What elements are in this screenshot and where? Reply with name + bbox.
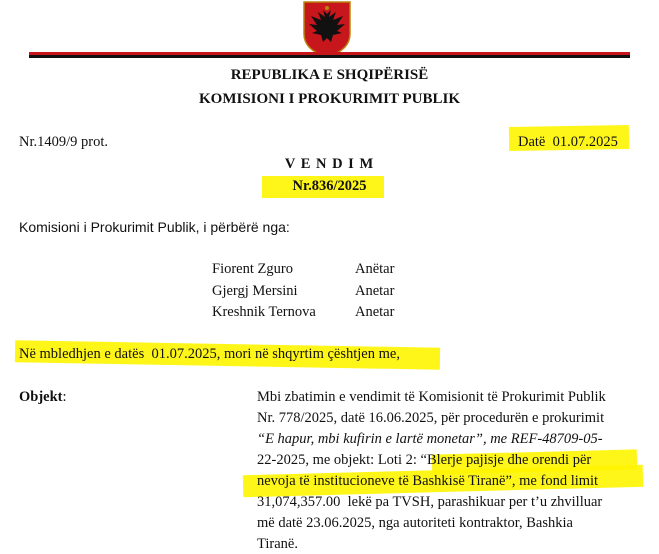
- header-black-rule: [29, 55, 630, 58]
- document-date: Datë 01.07.2025: [518, 134, 618, 150]
- object-line: Tiranë.: [257, 536, 298, 552]
- republic-title: REPUBLIKA E SHQIPËRISË: [230, 67, 429, 83]
- decision-number: Nr.836/2025: [292, 178, 367, 194]
- member-role: Anetar: [355, 304, 395, 320]
- member-role: Anëtar: [355, 261, 395, 277]
- member-name: Gjergj Mersini: [212, 283, 298, 299]
- object-label: [19, 389, 67, 406]
- object-line: 22-2025, me objekt: Loti 2: “Blerje pajisje dhe orendi për: [257, 452, 592, 468]
- object-line: nevoja të institucioneve të Bashkisë Tiranë”, me fond limit: [257, 473, 599, 489]
- decision-title: V E N D I M: [284, 156, 375, 172]
- protocol-number: Nr.1409/9 prot.: [19, 134, 109, 150]
- object-line: Mbi zbatimin e vendimit të Komisionit të Prokurimit Publik: [257, 389, 606, 405]
- object-label-text: Objekt: [19, 389, 63, 405]
- member-name: Fiorent Zguro: [212, 261, 293, 277]
- intro-text: Komisioni i Prokurimit Publik, i përbërë nga:: [19, 219, 290, 235]
- object-line: Nr. 778/2025, datë 16.06.2025, për procedurën e prokurimit: [257, 410, 605, 426]
- meeting-text: Në mbledhjen e datës 01.07.2025, mori në shqyrtim çështjen me,: [19, 346, 400, 362]
- object-line: 31,074,357.00 lekë pa TVSH, parashikuar per t’u zhvilluar: [257, 494, 603, 510]
- member-role: Anetar: [355, 283, 395, 299]
- albania-emblem-icon: [296, 0, 358, 58]
- object-line: më datë 23.06.2025, nga autoriteti kontraktor, Bashkia: [257, 515, 573, 531]
- object-line: “E hapur, mbi kufirin e lartë monetar”, me REF-48709-05-: [257, 431, 603, 447]
- member-name: Kreshnik Ternova: [212, 304, 316, 320]
- object-label-colon: :: [62, 389, 67, 405]
- commission-title: KOMISIONI I PROKURIMIT PUBLIK: [198, 91, 460, 107]
